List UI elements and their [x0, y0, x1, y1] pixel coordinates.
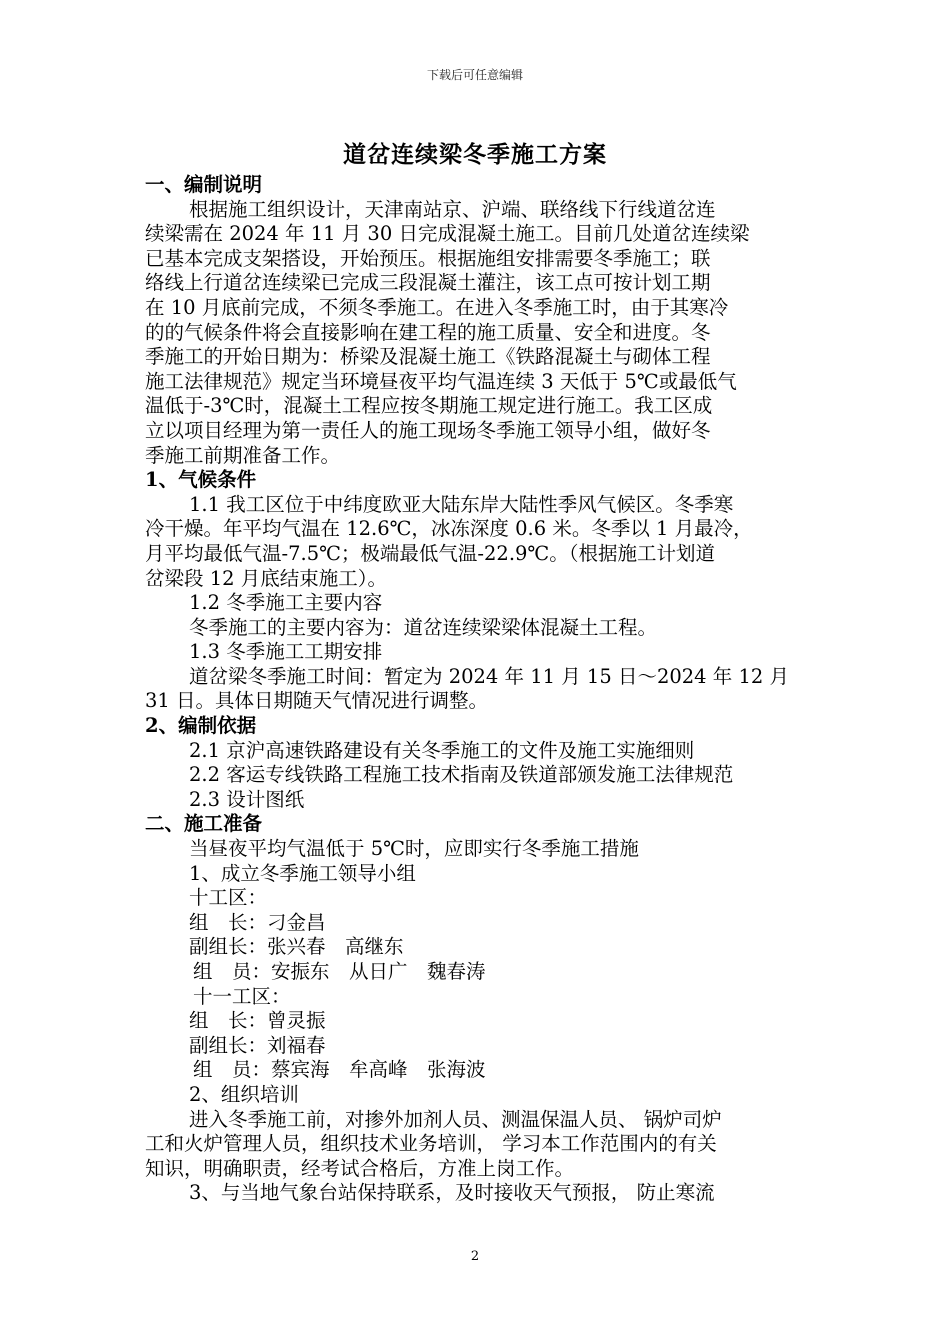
text-line: 道岔梁冬季施工时间：暂定为 2024 年 11 月 15 日～2024 年 12 月	[189, 664, 789, 688]
text-line: 已基本完成支架搭设，开始预压。根据施组安排需要冬季施工；联	[145, 246, 711, 270]
text-line: 1.3 冬季施工工期安排	[189, 640, 383, 664]
document-body	[145, 173, 810, 1206]
section-heading: 二、施工准备	[145, 812, 263, 836]
text-line: 季施工前期准备工作。	[145, 443, 341, 467]
text-line: 组 员：蔡宾海 牟高峰 张海波	[193, 1058, 486, 1082]
section-heading: 一、编制说明	[145, 173, 263, 196]
text-line: 1.1 我工区位于中纬度欧亚大陆东岸大陆性季风气候区。冬季寒	[189, 492, 734, 516]
text-line: 副组长：张兴春 高继东	[189, 935, 404, 959]
text-line: 组 长：曾灵振	[189, 1009, 326, 1033]
text-line: 施工法律规范》规定当环境昼夜平均气温连续 3 天低于 5℃或最低气	[145, 369, 737, 393]
page-number: 2	[470, 1249, 480, 1264]
text-line: 2.2 客运专线铁路工程施工技术指南及铁道部颁发施工法律规范	[189, 763, 734, 787]
text-line: 知识，明确职责，经考试合格后，方准上岗工作。	[145, 1156, 575, 1180]
text-line: 1、成立冬季施工领导小组	[189, 861, 416, 885]
header-note: 下载后可任意编辑	[426, 68, 523, 82]
text-line: 当昼夜平均气温低于 5℃时，应即实行冬季施工措施	[189, 837, 639, 861]
text-line: 2.1 京沪高速铁路建设有关冬季施工的文件及施工实施细则	[189, 738, 695, 762]
text-line: 2.3 设计图纸	[189, 787, 305, 811]
text-line: 十工区：	[189, 886, 268, 910]
text-line: 进入冬季施工前，对掺外加剂人员、测温保温人员、 锅炉司炉	[189, 1107, 722, 1131]
text-line: 续梁需在 2024 年 11 月 30 日完成混凝土施工。目前几处道岔连续梁	[145, 222, 750, 246]
text-line: 3、与当地气象台站保持联系，及时接收天气预报， 防止寒流	[189, 1181, 715, 1205]
text-line: 组 员：安振东 从日广 魏春涛	[193, 960, 486, 983]
text-line: 季施工的开始日期为：桥梁及混凝土施工《铁路混凝土与砌体工程	[145, 345, 711, 369]
text-line: 络线上行道岔连续梁已完成三段混凝土灌注，该工点可按计划工期	[145, 271, 711, 295]
text-line: 冬季施工的主要内容为：道岔连续梁梁体混凝土工程。	[189, 615, 658, 639]
text-line: 岔梁段 12 月底结束施工）。	[145, 566, 387, 590]
text-line: 冷干燥。年平均气温在 12.6℃，冰冻深度 0.6 米。冬季以 1 月最冷，	[145, 517, 753, 541]
section-heading: 2、编制依据	[145, 714, 257, 738]
text-line: 副组长：刘福春	[189, 1033, 326, 1057]
section-heading: 1、气候条件	[145, 468, 257, 492]
page-title: 道岔连续梁冬季施工方案	[343, 141, 607, 168]
text-line: 十一工区：	[193, 984, 291, 1008]
text-line: 31 日。具体日期随天气情况进行调整。	[145, 689, 489, 713]
text-line: 月平均最低气温-7.5℃；极端最低气温-22.9℃。（根据施工计划道	[145, 541, 715, 565]
text-line: 立以项目经理为第一责任人的施工现场冬季施工领导小组，做好冬	[145, 418, 711, 442]
text-line: 组 长：刁金昌	[189, 910, 326, 934]
text-line: 的的气候条件将会直接影响在建工程的施工质量、安全和进度。冬	[145, 320, 711, 344]
text-line: 工和火炉管理人员，组织技术业务培训， 学习本工作范围内的有关	[145, 1132, 717, 1156]
text-line: 2、组织培训	[189, 1082, 299, 1106]
text-line: 在 10 月底前完成，不须冬季施工。在进入冬季施工时，由于其寒冷	[145, 295, 729, 319]
text-line: 根据施工组织设计，天津南站京、沪端、联络线下行线道岔连	[189, 197, 716, 221]
text-line: 温低于-3℃时，混凝土工程应按冬期施工规定进行施工。我工区成	[145, 394, 713, 418]
text-line: 1.2 冬季施工主要内容	[189, 591, 383, 615]
